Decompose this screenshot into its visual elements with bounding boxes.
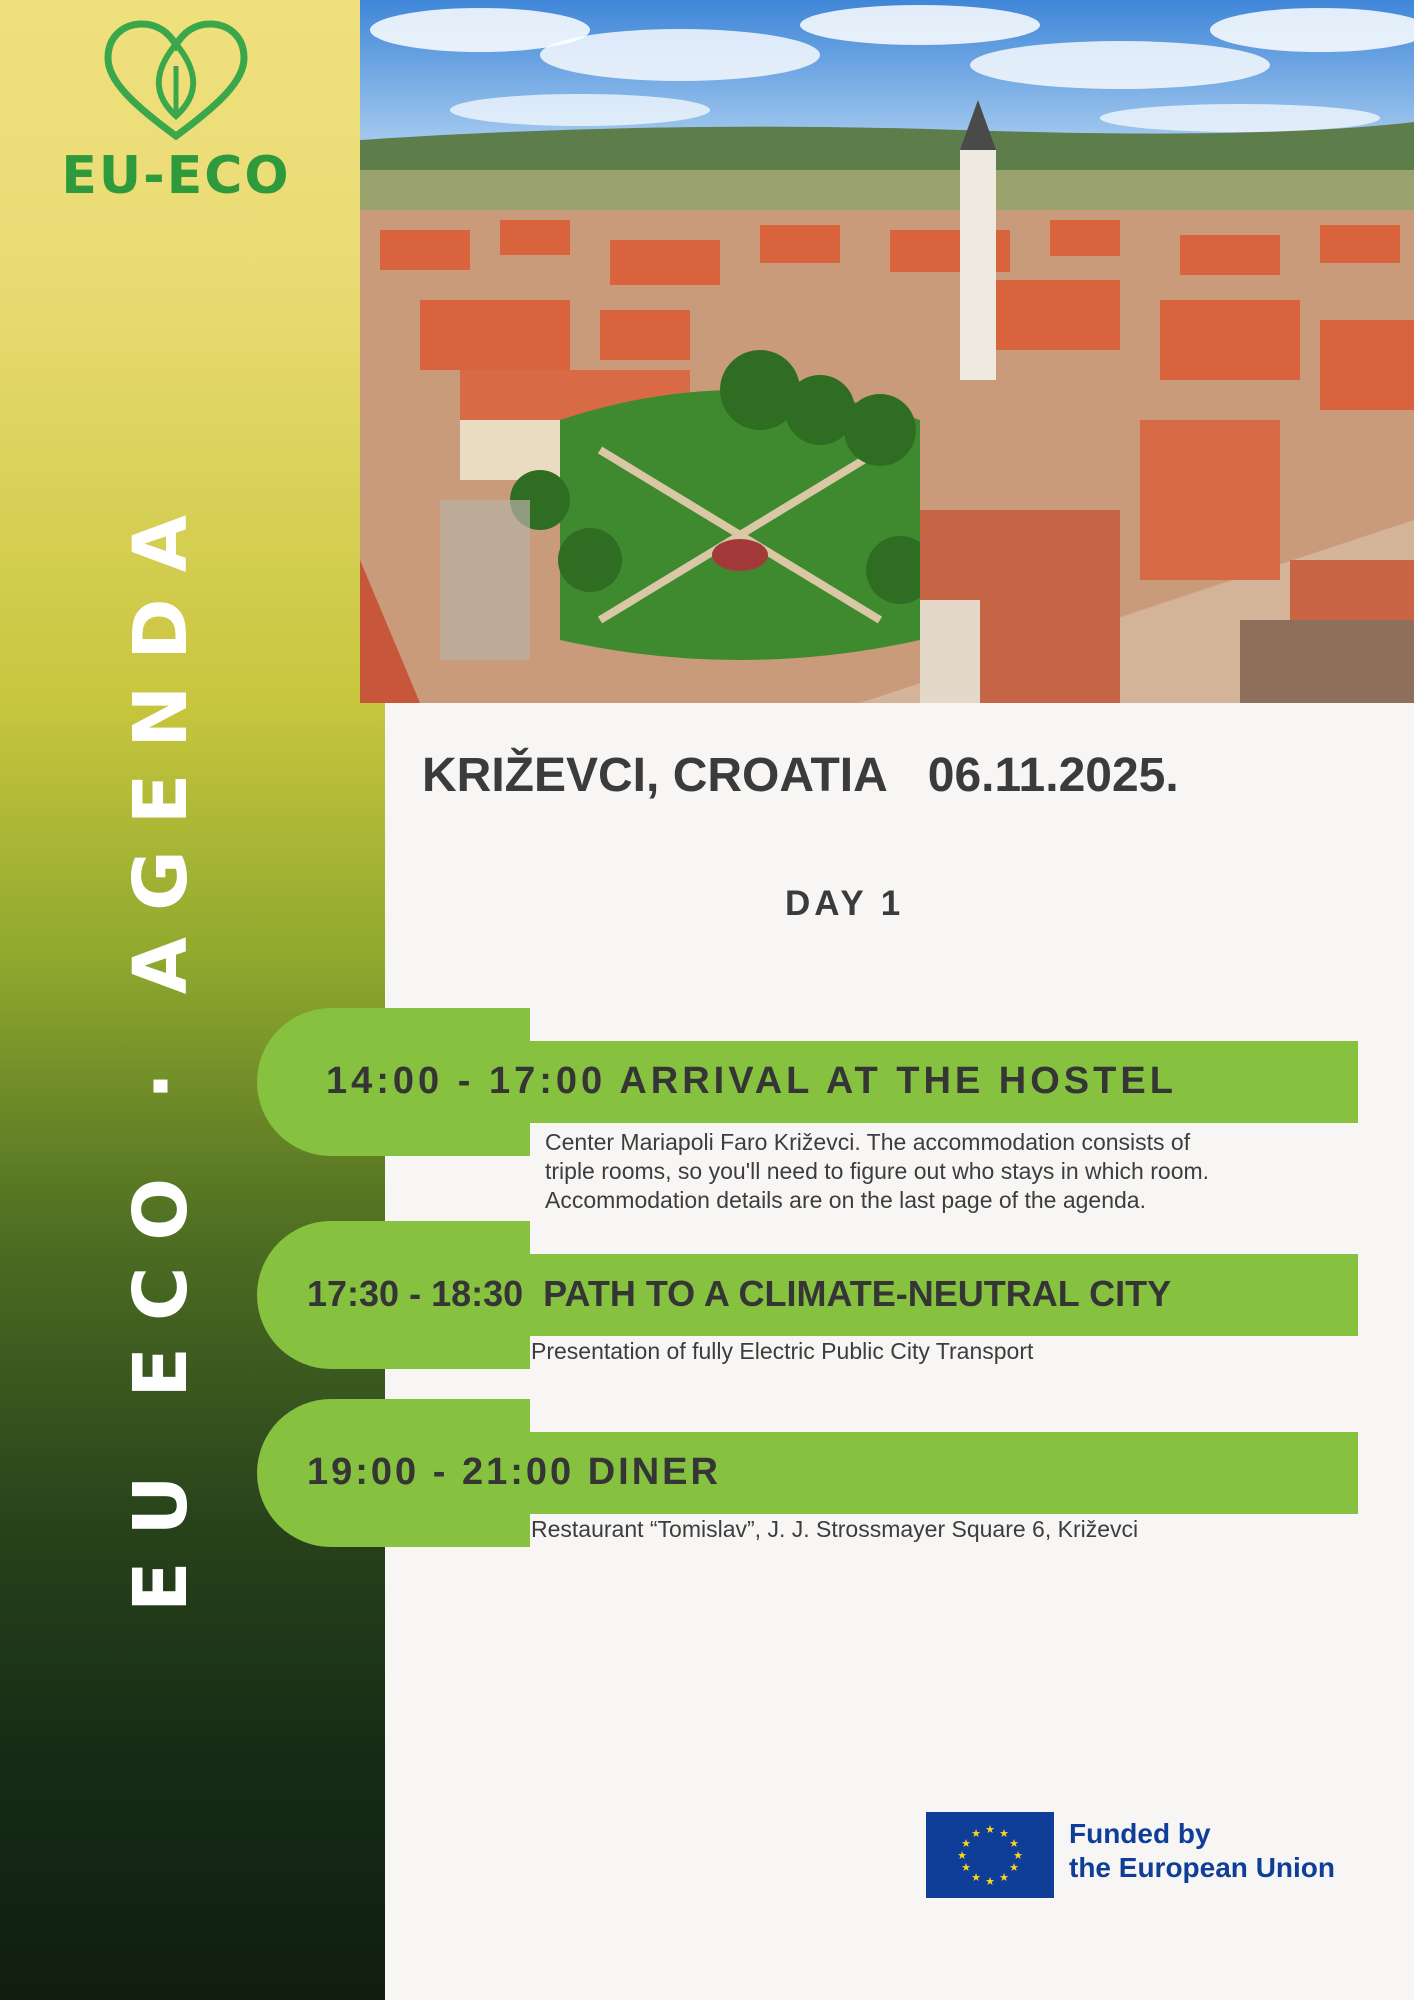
funding-line-2: the European Union bbox=[1069, 1852, 1335, 1883]
logo-wordmark: EU-ECO bbox=[61, 146, 291, 206]
funding-text bbox=[1069, 1817, 1335, 1885]
eu-funding-badge bbox=[926, 1812, 1356, 1900]
agenda-description-line: Accommodation details are on the last page of the agenda. bbox=[545, 1187, 1146, 1213]
svg-text:★: ★ bbox=[957, 1849, 967, 1862]
heart-leaf-icon bbox=[36, 18, 316, 143]
agenda-title: ARRIVAL AT THE HOSTEL bbox=[619, 1060, 1177, 1102]
agenda-title: DINER bbox=[587, 1451, 721, 1493]
svg-text:★: ★ bbox=[971, 1827, 981, 1840]
agenda-description-line: Presentation of fully Electric Public City Transport bbox=[531, 1338, 1034, 1364]
day-label: DAY 1 bbox=[785, 884, 905, 923]
agenda-time: 17:30 - 18:30 bbox=[307, 1273, 524, 1314]
location: KRIŽEVCI, CROATIA bbox=[422, 749, 888, 802]
svg-text:★: ★ bbox=[999, 1827, 1009, 1840]
svg-text:★: ★ bbox=[961, 1837, 971, 1850]
aerial-town-photo bbox=[360, 0, 1414, 703]
svg-text:★: ★ bbox=[1013, 1849, 1023, 1862]
sidebar bbox=[0, 0, 385, 2000]
agenda-description-line: Restaurant “Tomislav”, J. J. Strossmayer Square 6, Križevci bbox=[531, 1516, 1139, 1542]
logo bbox=[36, 18, 316, 206]
svg-text:★: ★ bbox=[971, 1871, 981, 1884]
agenda-description bbox=[531, 1337, 1033, 1366]
agenda-item-title bbox=[326, 1060, 1177, 1103]
agenda-item-title bbox=[307, 1273, 1171, 1315]
vertical-agenda-title: EU ECO · AGENDA bbox=[118, 489, 204, 1612]
agenda-time: 19:00 - 21:00 bbox=[307, 1451, 575, 1493]
agenda-time: 14:00 - 17:00 bbox=[326, 1060, 607, 1102]
agenda-item-title bbox=[307, 1451, 721, 1494]
svg-text:★: ★ bbox=[1009, 1837, 1019, 1850]
svg-text:★: ★ bbox=[961, 1861, 971, 1874]
svg-text:★: ★ bbox=[999, 1871, 1009, 1884]
svg-text:★: ★ bbox=[985, 1823, 995, 1836]
event-date: 06.11.2025. bbox=[927, 749, 1179, 802]
agenda-description bbox=[531, 1515, 1138, 1544]
funding-line-1: Funded by bbox=[1069, 1818, 1211, 1849]
svg-text:★: ★ bbox=[985, 1875, 995, 1888]
agenda-description-line: triple rooms, so you'll need to figure out who stays in which room. bbox=[545, 1158, 1210, 1184]
agenda-description-line: Center Mariapoli Faro Križevci. The accommodation consists of bbox=[545, 1129, 1191, 1155]
eu-flag-icon bbox=[926, 1812, 1054, 1898]
svg-text:★: ★ bbox=[1009, 1861, 1019, 1874]
agenda-title: PATH TO A CLIMATE-NEUTRAL CITY bbox=[543, 1273, 1172, 1314]
location-date-heading bbox=[422, 748, 1179, 803]
agenda-description bbox=[545, 1128, 1209, 1215]
